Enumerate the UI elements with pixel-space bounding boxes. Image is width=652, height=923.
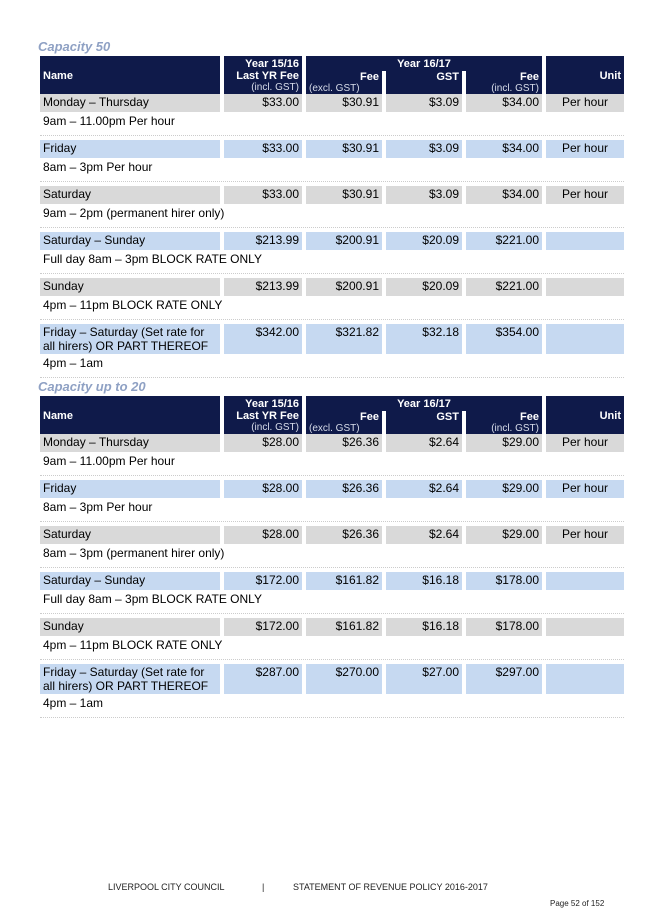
row-detail-text: 9am – 2pm (permanent hirer only) (40, 204, 624, 228)
fee-excl-gst: $161.82 (306, 572, 382, 590)
fee-incl-header (466, 411, 542, 434)
fee-incl-gst: $34.00 (466, 186, 542, 204)
unit: Per hour (546, 140, 624, 158)
fee-label: Fee (520, 71, 539, 83)
gst-amount: $16.18 (386, 618, 462, 636)
fee-excl-gst: $161.82 (306, 618, 382, 636)
row-detail (40, 112, 624, 136)
fee-row (40, 618, 624, 636)
fee-incl-gst: $34.00 (466, 94, 542, 112)
row-detail (40, 452, 624, 476)
fee-row (40, 480, 624, 498)
last-year-header (224, 56, 302, 94)
last-year-header (224, 396, 302, 434)
fee-excl-gst: $200.91 (306, 278, 382, 296)
unit (546, 232, 624, 250)
row-detail (40, 544, 624, 568)
fee-incl-gst: $34.00 (466, 140, 542, 158)
fee-incl-gst: $221.00 (466, 232, 542, 250)
last-year-fee: $28.00 (224, 434, 302, 452)
unit (546, 572, 624, 590)
last-year-fee: $287.00 (224, 664, 302, 694)
gst-header (386, 411, 462, 434)
gst-amount: $32.18 (386, 324, 462, 354)
row-detail-text: 9am – 11.00pm Per hour (40, 452, 624, 476)
fee-incl-header (466, 71, 542, 94)
incl-gst-label: (incl. GST) (491, 423, 539, 434)
gst-amount: $3.09 (386, 94, 462, 112)
row-detail (40, 354, 624, 378)
row-name: Friday (40, 140, 220, 158)
fee-row (40, 232, 624, 250)
fee-excl-header (306, 411, 382, 434)
row-name: Monday – Thursday (40, 434, 220, 452)
row-name: Friday – Saturday (Set rate for all hirers) OR PART THEREOF (40, 324, 220, 354)
unit: Per hour (546, 94, 624, 112)
gst-amount: $3.09 (386, 186, 462, 204)
row-detail (40, 694, 624, 718)
last-year-fee: $172.00 (224, 572, 302, 590)
fee-excl-gst: $26.36 (306, 434, 382, 452)
row-detail (40, 296, 624, 320)
row-name: Saturday – Sunday (40, 572, 220, 590)
fee-section (38, 378, 621, 722)
fee-excl-gst: $270.00 (306, 664, 382, 694)
fee-label: Fee (520, 411, 539, 423)
last-year-fee: $28.00 (224, 480, 302, 498)
section-title: Capacity up to 20 (38, 379, 146, 394)
unit (546, 664, 624, 694)
gst-amount: $27.00 (386, 664, 462, 694)
excl-gst-label: (excl. GST) (309, 423, 360, 434)
gst-amount: $2.64 (386, 434, 462, 452)
unit: Per hour (546, 480, 624, 498)
row-name: Saturday (40, 186, 220, 204)
row-name: Sunday (40, 278, 220, 296)
this-year-header: Year 16/17 (306, 56, 542, 71)
last-year-label: Year 15/16 (245, 398, 299, 410)
row-detail-text: 8am – 3pm Per hour (40, 158, 624, 182)
row-detail-text: 4pm – 1am (40, 694, 624, 718)
incl-gst-label: (incl. GST) (491, 83, 539, 94)
row-detail (40, 158, 624, 182)
unit: Per hour (546, 434, 624, 452)
last-year-fee: $28.00 (224, 526, 302, 544)
footer-statement: STATEMENT OF REVENUE POLICY 2016-2017 (293, 882, 488, 892)
fee-excl-gst: $200.91 (306, 232, 382, 250)
fee-label: Fee (360, 71, 379, 83)
fee-incl-gst: $178.00 (466, 618, 542, 636)
unit (546, 324, 624, 354)
last-year-fee: $213.99 (224, 278, 302, 296)
last-year-fee: $33.00 (224, 140, 302, 158)
last-year-fee: $172.00 (224, 618, 302, 636)
fee-row (40, 664, 624, 694)
gst-amount: $2.64 (386, 480, 462, 498)
gst-amount: $20.09 (386, 232, 462, 250)
incl-gst-label: (incl. GST) (251, 422, 299, 433)
fee-excl-gst: $26.36 (306, 480, 382, 498)
fee-incl-gst: $29.00 (466, 434, 542, 452)
row-name: Saturday (40, 526, 220, 544)
fee-incl-gst: $29.00 (466, 526, 542, 544)
fee-row (40, 94, 624, 112)
row-detail-text: 4pm – 1am (40, 354, 624, 378)
fee-incl-gst: $297.00 (466, 664, 542, 694)
fee-section (38, 38, 621, 382)
unit (546, 618, 624, 636)
gst-label: GST (436, 411, 459, 423)
row-detail-text: 9am – 11.00pm Per hour (40, 112, 624, 136)
header-row (40, 56, 624, 71)
last-fee-label: Last YR Fee (236, 410, 299, 422)
fee-excl-gst: $30.91 (306, 186, 382, 204)
gst-label: GST (436, 71, 459, 83)
row-detail-text: 4pm – 11pm BLOCK RATE ONLY (40, 296, 624, 320)
row-detail-text: 4pm – 11pm BLOCK RATE ONLY (40, 636, 624, 660)
fee-excl-header (306, 71, 382, 94)
page-number: Page 52 of 152 (550, 899, 605, 908)
fee-row (40, 140, 624, 158)
row-name: Sunday (40, 618, 220, 636)
section-title: Capacity 50 (38, 39, 111, 54)
fee-row (40, 278, 624, 296)
row-gap-cell (40, 718, 624, 722)
gst-amount: $3.09 (386, 140, 462, 158)
row-detail-text: 8am – 3pm (permanent hirer only) (40, 544, 624, 568)
fee-label: Fee (360, 411, 379, 423)
fee-incl-gst: $178.00 (466, 572, 542, 590)
last-fee-label: Last YR Fee (236, 70, 299, 82)
gst-amount: $2.64 (386, 526, 462, 544)
last-year-fee: $342.00 (224, 324, 302, 354)
row-detail (40, 250, 624, 274)
incl-gst-label: (incl. GST) (251, 82, 299, 93)
row-detail (40, 498, 624, 522)
row-name: Friday – Saturday (Set rate for all hirers) OR PART THEREOF (40, 664, 220, 694)
last-year-fee: $33.00 (224, 186, 302, 204)
fee-row (40, 572, 624, 590)
row-detail-text: 8am – 3pm Per hour (40, 498, 624, 522)
fee-incl-gst: $354.00 (466, 324, 542, 354)
fee-excl-gst: $30.91 (306, 140, 382, 158)
last-year-fee: $33.00 (224, 94, 302, 112)
this-year-header: Year 16/17 (306, 396, 542, 411)
unit-header: Unit (546, 396, 624, 434)
gst-amount: $20.09 (386, 278, 462, 296)
header-row (40, 396, 624, 411)
row-name: Monday – Thursday (40, 94, 220, 112)
fee-excl-gst: $26.36 (306, 526, 382, 544)
fee-incl-gst: $29.00 (466, 480, 542, 498)
fee-row (40, 324, 624, 354)
row-name: Friday (40, 480, 220, 498)
unit: Per hour (546, 186, 624, 204)
gst-amount: $16.18 (386, 572, 462, 590)
gst-header (386, 71, 462, 94)
footer-separator: | (262, 882, 265, 892)
row-detail-text: Full day 8am – 3pm BLOCK RATE ONLY (40, 250, 624, 274)
footer-org: LIVERPOOL CITY COUNCIL (108, 882, 225, 892)
unit-header: Unit (546, 56, 624, 94)
fee-incl-gst: $221.00 (466, 278, 542, 296)
row-detail-text: Full day 8am – 3pm BLOCK RATE ONLY (40, 590, 624, 614)
unit (546, 278, 624, 296)
fee-row (40, 186, 624, 204)
fee-excl-gst: $321.82 (306, 324, 382, 354)
fee-table (36, 56, 628, 382)
name-header: Name (40, 56, 220, 94)
row-detail (40, 590, 624, 614)
last-year-fee: $213.99 (224, 232, 302, 250)
fee-excl-gst: $30.91 (306, 94, 382, 112)
unit: Per hour (546, 526, 624, 544)
excl-gst-label: (excl. GST) (309, 83, 360, 94)
last-year-label: Year 15/16 (245, 58, 299, 70)
name-header: Name (40, 396, 220, 434)
row-detail (40, 636, 624, 660)
fee-row (40, 434, 624, 452)
row-name: Saturday – Sunday (40, 232, 220, 250)
row-detail (40, 204, 624, 228)
fee-table (36, 396, 628, 722)
row-gap (40, 718, 624, 722)
fee-row (40, 526, 624, 544)
